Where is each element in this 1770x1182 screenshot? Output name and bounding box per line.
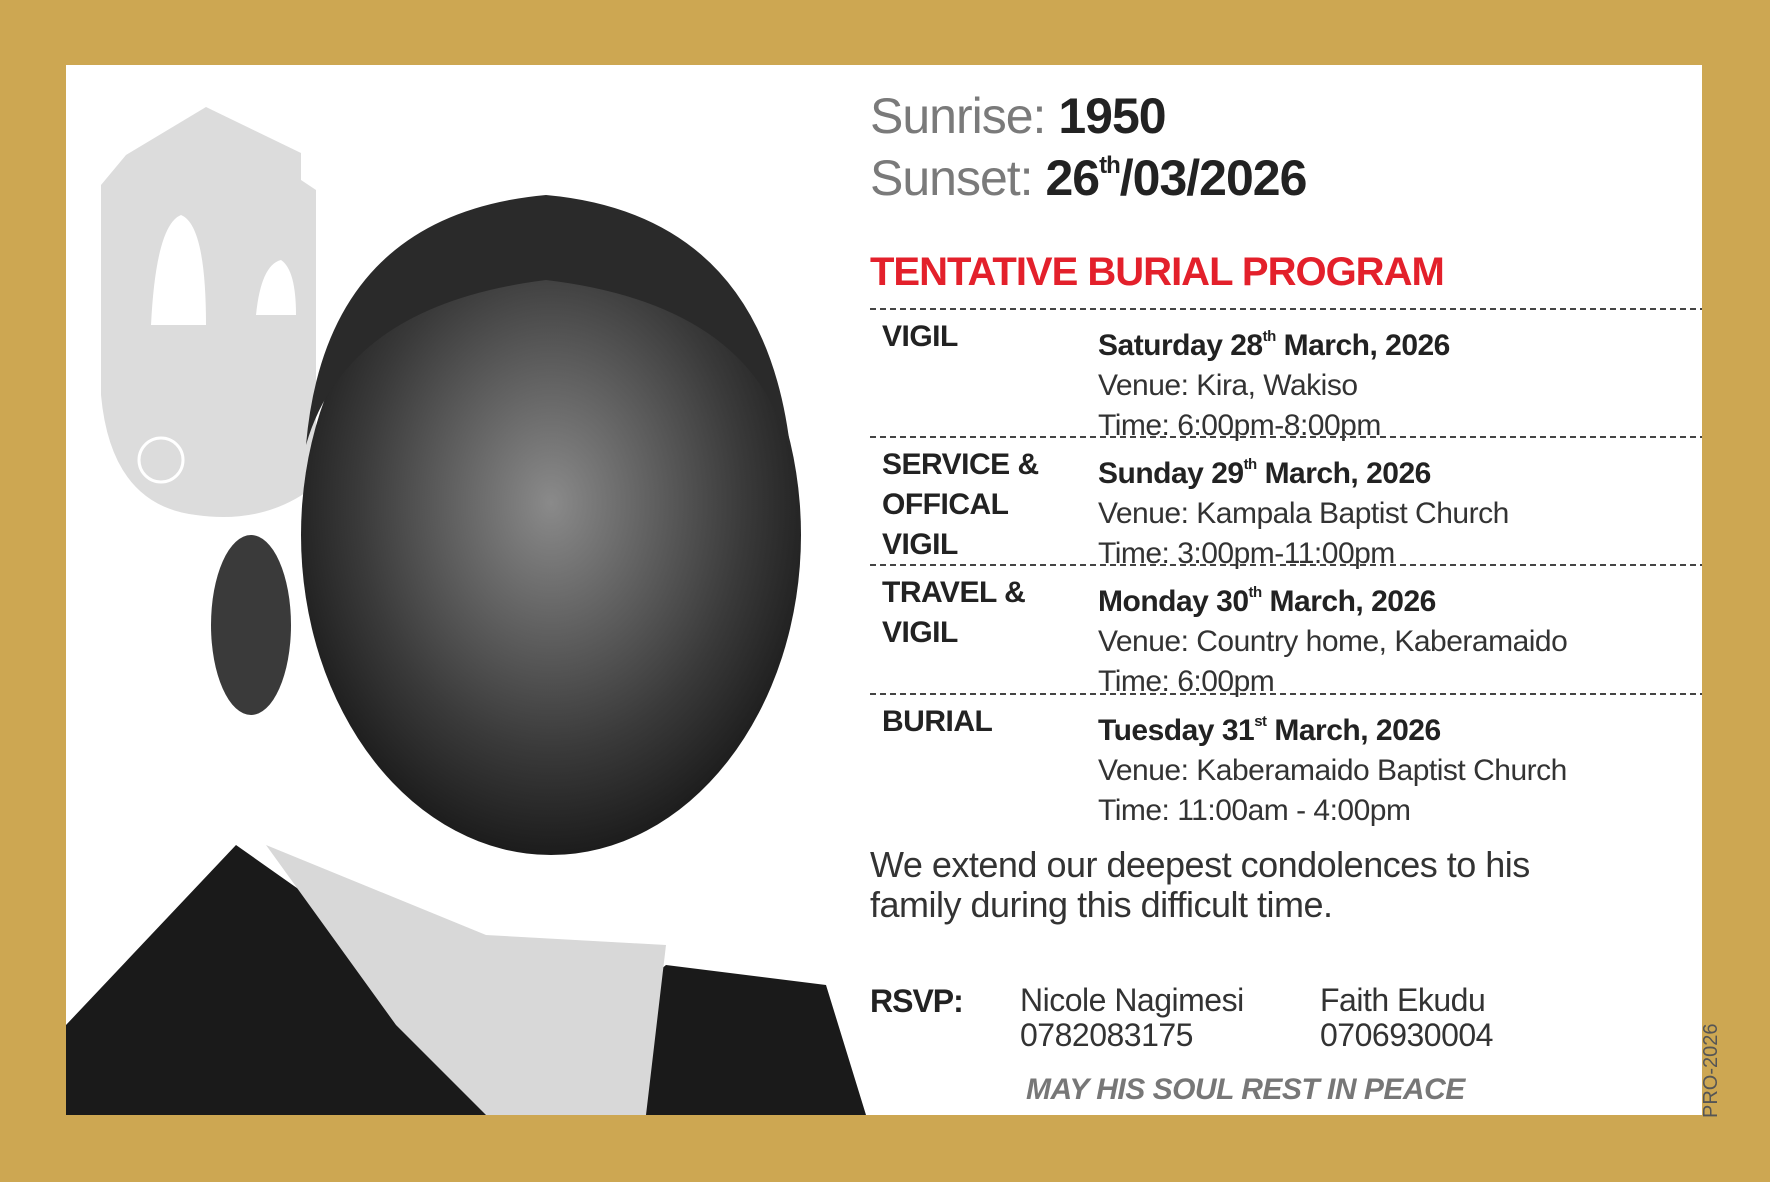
event-label: BURIAL — [882, 705, 993, 738]
rsvp-label: RSVP: — [870, 983, 963, 1019]
event-time: Time: 6:00pm — [1098, 665, 1275, 698]
event-details — [1098, 702, 1567, 831]
condolence-message: We extend our deepest condolences to his family during this difficult time. — [870, 844, 1530, 925]
event-date-rest: March, 2026 — [1275, 329, 1450, 362]
program-row — [870, 436, 1702, 570]
event-date: Sunday 29 — [1098, 457, 1244, 490]
event-details — [1098, 573, 1567, 702]
event-details — [1098, 317, 1450, 446]
date-suffix: th — [1262, 328, 1276, 345]
date-suffix: th — [1243, 456, 1257, 473]
portrait-photo — [66, 65, 866, 1115]
event-time: Time: 3:00pm-11:00pm — [1098, 537, 1395, 570]
sunset-line — [870, 149, 1306, 207]
sunrise-label: Sunrise: — [870, 88, 1046, 144]
event-label: SERVICE & OFFICAL VIGIL — [882, 448, 1039, 561]
event-date-rest: March, 2026 — [1261, 585, 1436, 618]
sunrise-value: 1950 — [1058, 88, 1166, 144]
date-suffix: st — [1254, 713, 1267, 730]
event-date: Saturday 28 — [1098, 329, 1263, 362]
sunset-label: Sunset: — [870, 150, 1033, 206]
sunset-day: 26 — [1045, 150, 1100, 206]
program-title: TENTATIVE BURIAL PROGRAM — [870, 250, 1444, 294]
contact-name: Faith Ekudu — [1320, 982, 1486, 1018]
event-time: Time: 6:00pm-8:00pm — [1098, 409, 1381, 442]
event-date: Monday 30 — [1098, 585, 1249, 618]
contact-name: Nicole Nagimesi — [1020, 982, 1244, 1018]
program-table — [870, 308, 1702, 825]
rsvp-contact — [1320, 983, 1493, 1053]
event-venue: Venue: Country home, Kaberamaido — [1098, 625, 1568, 658]
event-venue: Venue: Kaberamaido Baptist Church — [1098, 754, 1567, 787]
event-venue: Venue: Kampala Baptist Church — [1098, 497, 1509, 530]
rsvp-contact — [1020, 983, 1244, 1053]
event-time: Time: 11:00am - 4:00pm — [1098, 794, 1411, 827]
sunset-rest: /03/2026 — [1119, 150, 1307, 206]
event-label: VIGIL — [882, 320, 958, 353]
date-suffix: th — [1248, 584, 1262, 601]
program-row — [870, 693, 1702, 825]
event-label: TRAVEL & VIGIL — [882, 576, 1026, 649]
event-details — [1098, 445, 1509, 574]
program-row — [870, 308, 1702, 442]
event-date-rest: March, 2026 — [1266, 714, 1441, 747]
obituary-card — [66, 65, 1702, 1115]
event-venue: Venue: Kira, Wakiso — [1098, 369, 1358, 402]
program-row — [870, 564, 1702, 698]
reference-code: PRO-2026 — [1700, 1023, 1722, 1118]
clock-tower-logo — [101, 107, 316, 517]
sunrise-line — [870, 87, 1166, 145]
closing-message: MAY HIS SOUL REST IN PEACE — [1026, 1073, 1465, 1106]
event-date-rest: March, 2026 — [1256, 457, 1431, 490]
event-date: Tuesday 31 — [1098, 714, 1255, 747]
sunset-suffix: th — [1099, 152, 1120, 179]
contact-phone: 0782083175 — [1020, 1017, 1193, 1053]
contact-phone: 0706930004 — [1320, 1017, 1493, 1053]
